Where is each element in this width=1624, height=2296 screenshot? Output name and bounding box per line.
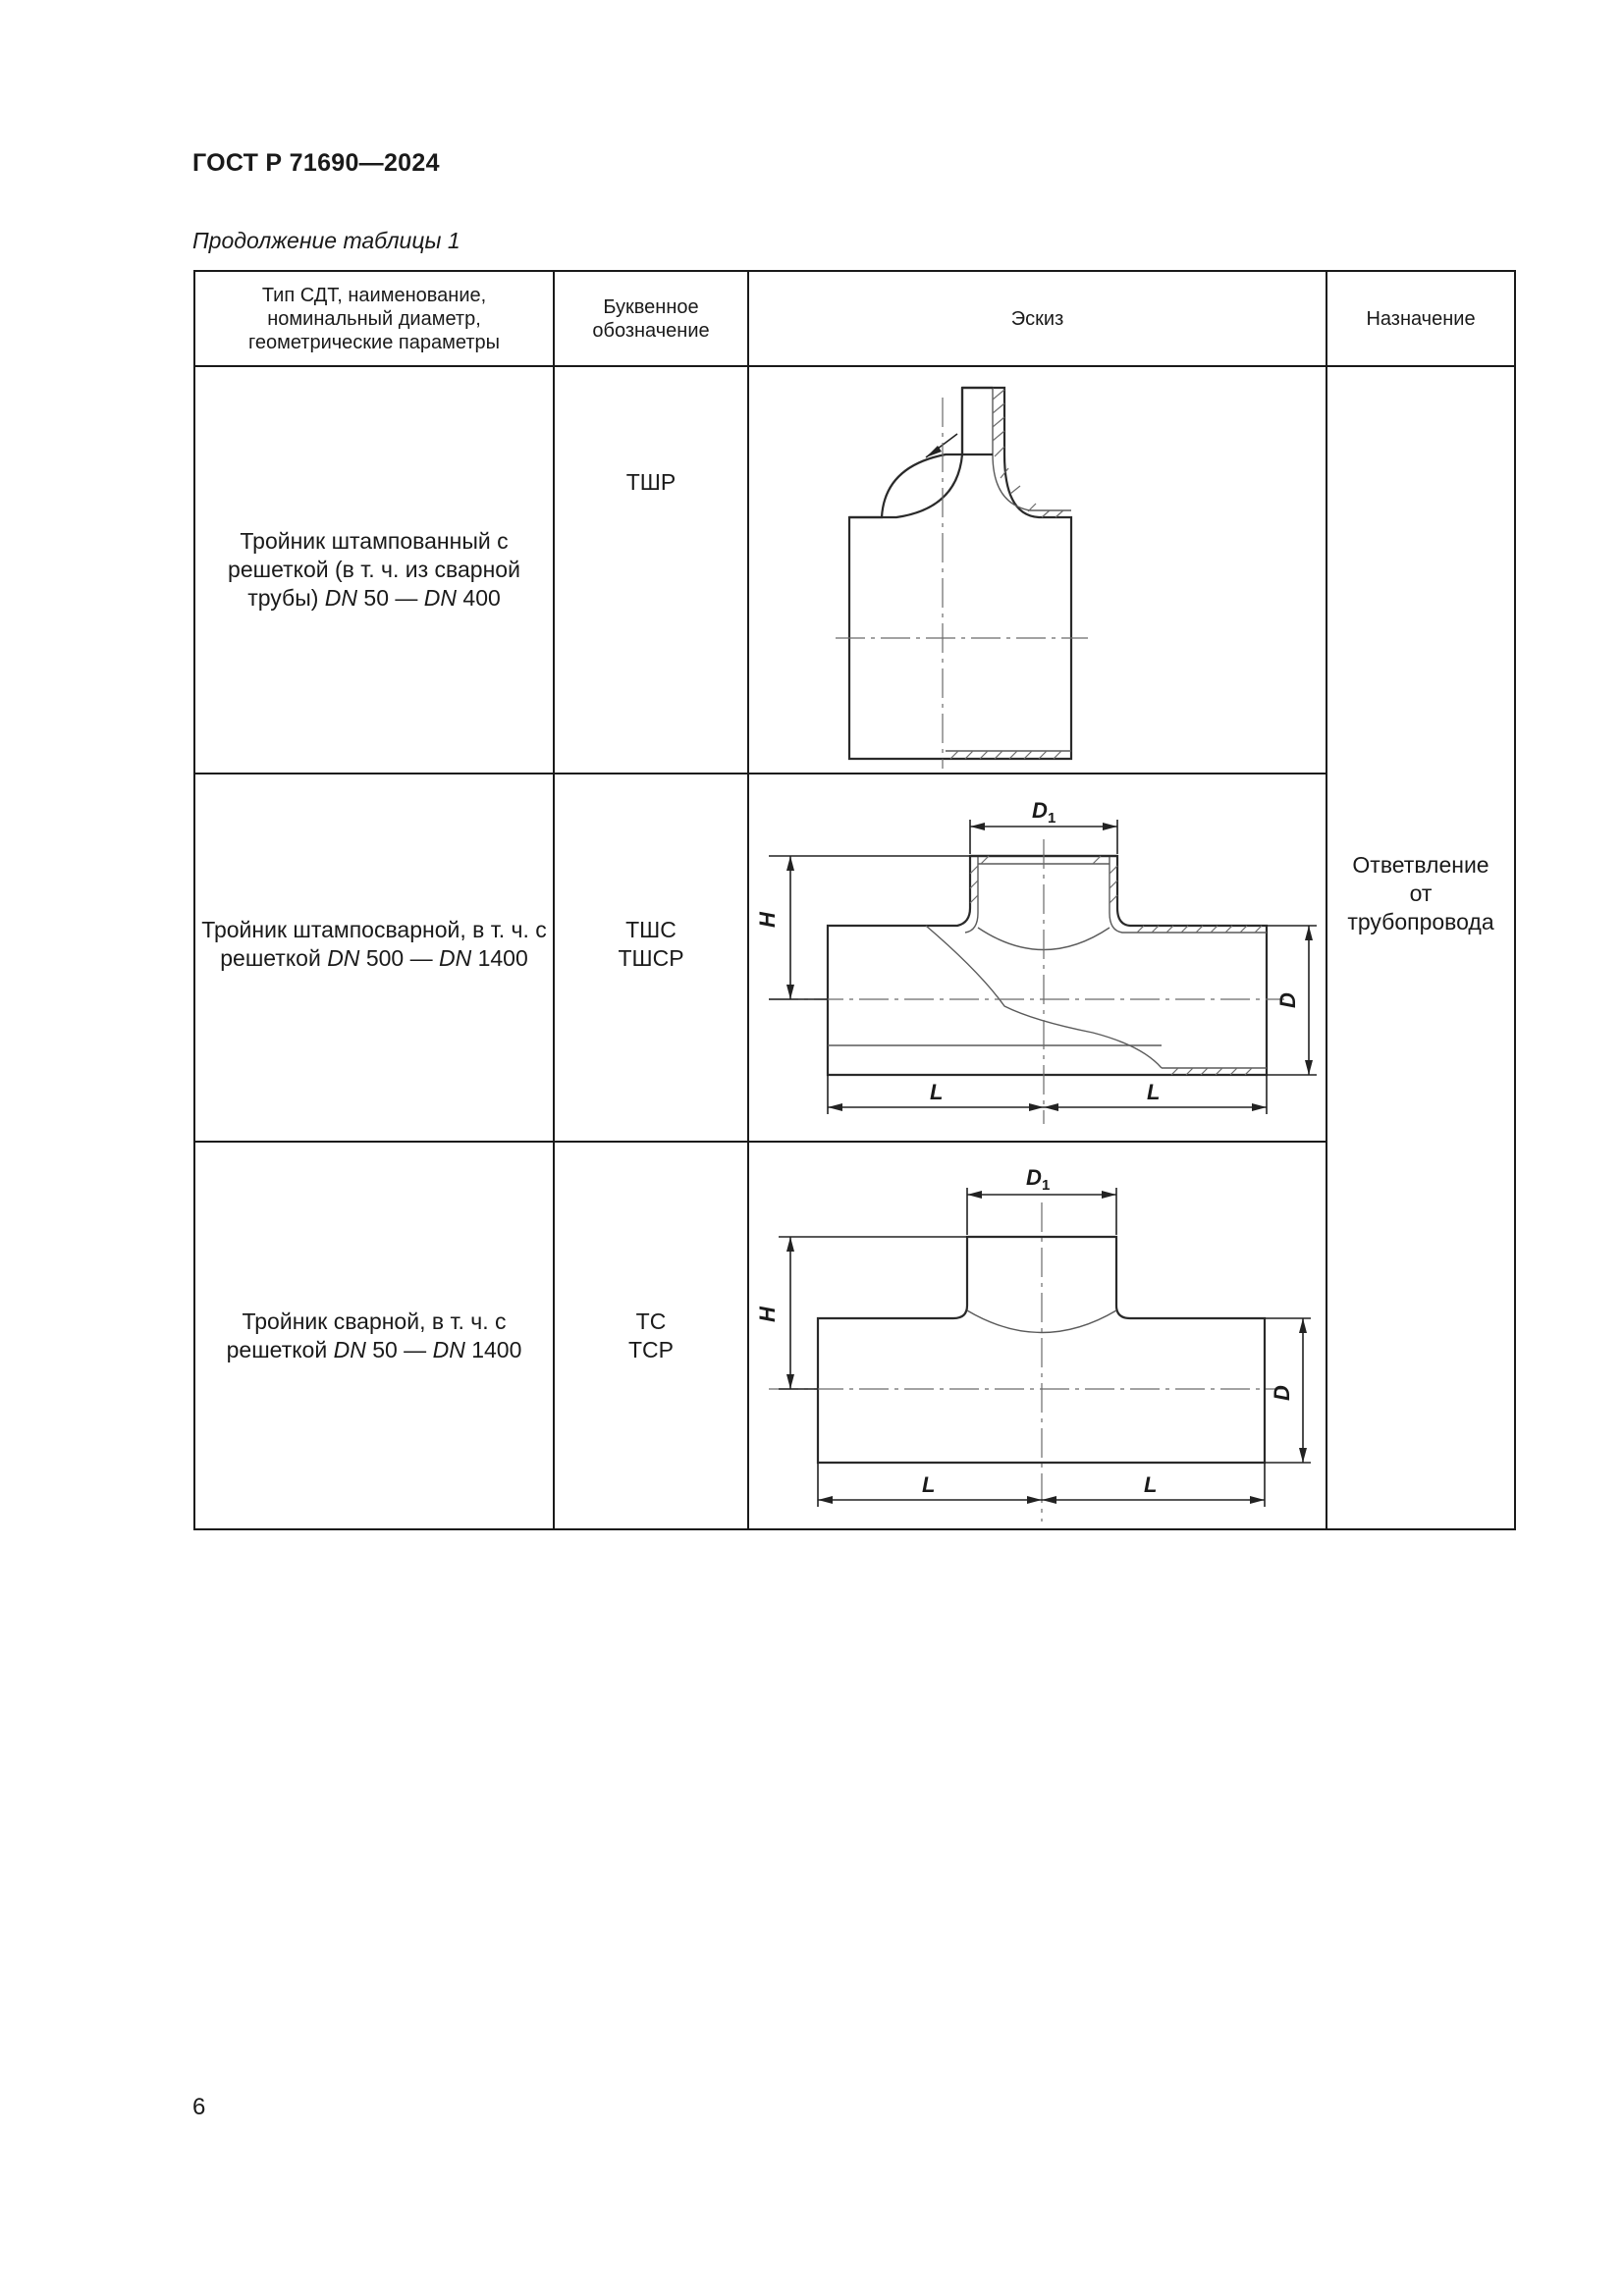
dn-label: DN — [333, 1336, 366, 1362]
dim-label-d1-sub: 1 — [1042, 1176, 1051, 1194]
table-row — [194, 774, 1515, 1142]
row-name-cell — [194, 366, 554, 774]
row-sketch-cell — [748, 1142, 1326, 1529]
row-name-text: Тройник штампосварной, в т. ч. с решеткой — [201, 916, 547, 971]
spec-table — [193, 270, 1516, 1530]
row-name-text: Тройник сварной, в т. ч. с решеткой — [226, 1308, 507, 1362]
row-sketch-cell — [748, 366, 1326, 774]
welded-stamped-tee-sketch — [749, 775, 1327, 1141]
stamped-tee-sketch — [749, 368, 1327, 773]
dim-label-h: H — [755, 911, 780, 928]
row-name-text: Тройник штампованный с решеткой (в т. ч. из сварной трубы) — [228, 528, 520, 611]
table-row — [194, 1142, 1515, 1529]
dim-label-d: D — [1270, 1384, 1294, 1401]
column-header-type: Тип СДТ, наименование, номинальный диаметр, геометрические параметры — [194, 271, 554, 366]
dn-label: DN — [423, 585, 458, 611]
row-code-cell — [554, 1142, 748, 1529]
dim-label-h: H — [755, 1306, 780, 1322]
table-header-row — [194, 271, 1515, 366]
dn-to: 1400 — [471, 1336, 522, 1362]
column-header-purpose: Назначение — [1326, 271, 1515, 366]
dn-label: DN — [432, 1336, 465, 1362]
dim-label-l: L — [922, 1471, 936, 1497]
dn-label: DN — [438, 944, 472, 971]
dn-to: 400 — [462, 585, 501, 611]
dn-dash: — — [397, 1336, 433, 1362]
page-number: 6 — [192, 2094, 206, 2120]
purpose-cell — [1326, 366, 1515, 1529]
table-caption: Продолжение таблицы 1 — [192, 228, 460, 253]
dn-from: 50 — [363, 585, 390, 611]
dim-label-l: L — [1144, 1471, 1158, 1497]
dn-label: DN — [324, 585, 358, 611]
dn-to: 1400 — [477, 944, 528, 971]
row-code-cell — [554, 774, 748, 1142]
document-header: ГОСТ Р 71690—2024 — [192, 149, 440, 177]
dim-label-d1-sub: 1 — [1048, 809, 1056, 827]
dim-label-d1: D — [1032, 797, 1048, 823]
dim-label-d1: D — [1026, 1164, 1042, 1190]
row-code: ТШС — [625, 916, 677, 942]
dn-from: 50 — [372, 1336, 398, 1362]
dim-label-l: L — [930, 1079, 944, 1104]
dn-label: DN — [327, 944, 360, 971]
row-code: ТСР — [628, 1336, 674, 1362]
dn-from: 500 — [365, 944, 405, 971]
row-name-cell — [194, 774, 554, 1142]
row-code: ТШР — [625, 469, 677, 495]
purpose-text: Ответвление от трубопровода — [1347, 852, 1494, 934]
column-header-code: Буквенное обозначение — [554, 271, 748, 366]
dim-label-l: L — [1147, 1079, 1161, 1104]
row-code: ТС — [635, 1308, 667, 1334]
dim-label-d: D — [1275, 991, 1300, 1008]
table-row — [194, 366, 1515, 774]
row-code: ТШСР — [618, 944, 684, 971]
column-header-sketch: Эскиз — [748, 271, 1326, 366]
dn-dash: — — [404, 944, 439, 971]
dn-dash: — — [389, 585, 424, 611]
row-code-cell — [554, 366, 748, 774]
row-sketch-cell — [748, 774, 1326, 1142]
row-name-cell — [194, 1142, 554, 1529]
welded-tee-sketch — [749, 1144, 1327, 1528]
